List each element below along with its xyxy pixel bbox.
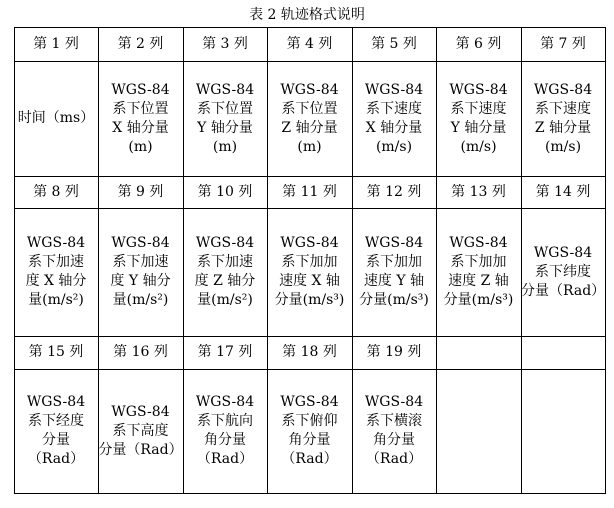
- column-header-cell: 第 3 列: [202, 35, 248, 52]
- description-text: [18, 109, 94, 128]
- description-line: (m): [212, 138, 238, 155]
- description-text: [26, 234, 87, 310]
- column-header-cell: 第 17 列: [197, 344, 253, 360]
- column-description-cell: [521, 369, 605, 493]
- column-header-cell: 第 10 列: [197, 183, 253, 200]
- description-line: 系下加速: [28, 254, 84, 270]
- column-header-cell: [436, 336, 521, 369]
- description-line: 量(m/s²): [28, 292, 84, 308]
- description-text: [196, 81, 254, 157]
- column-header-cell: 第 1 列: [33, 35, 79, 52]
- description-line: 度 Y 轴分: [110, 273, 171, 289]
- description-line: 分量(m/s³): [359, 292, 429, 308]
- description-text: [110, 234, 170, 310]
- column-header-cell: 第 7 列: [540, 35, 586, 52]
- description-line: (m/s): [544, 138, 582, 155]
- description-text: [280, 393, 338, 469]
- column-description-cell: [352, 61, 436, 176]
- column-description-cell: [521, 208, 605, 336]
- column-description-cell: [183, 208, 267, 336]
- description-line: 系下加加: [450, 254, 507, 270]
- description-line: 分量（Rad）: [98, 441, 183, 458]
- description-line: （Rad）: [281, 451, 338, 467]
- description-line: 系下横滚: [365, 413, 422, 429]
- description-line: WGS-84: [111, 403, 170, 420]
- description-line: WGS-84: [449, 235, 508, 251]
- description-line: (m/s): [460, 138, 497, 155]
- description-line: 系下加加: [366, 254, 422, 270]
- description-line: WGS-84: [26, 235, 86, 251]
- description-line: 量(m/s²): [197, 292, 253, 308]
- description-line: 系下航向: [196, 413, 253, 429]
- description-text: [365, 393, 423, 469]
- column-description-cell: [14, 369, 98, 493]
- description-line: 角分量: [203, 432, 246, 448]
- description-line: WGS-84: [280, 394, 339, 410]
- column-header-cell: 第 12 列: [366, 183, 422, 200]
- column-description-cell: [183, 369, 267, 493]
- description-line: WGS-84: [364, 394, 424, 410]
- description-text: [280, 81, 338, 157]
- column-description-cell: [436, 369, 521, 493]
- column-description-cell: [521, 61, 605, 176]
- column-description-cell: [267, 61, 352, 176]
- description-line: (m): [128, 138, 153, 155]
- column-header-cell: [521, 336, 605, 369]
- description-text: [521, 244, 605, 301]
- column-description-cell: [267, 208, 352, 336]
- description-text: [196, 393, 254, 469]
- column-description-cell: [267, 369, 352, 493]
- description-line: 分量(m/s³): [274, 292, 345, 308]
- description-line: WGS-84: [26, 394, 86, 410]
- column-description-cell: [98, 61, 183, 176]
- description-line: 系下速度: [450, 100, 507, 117]
- description-text: [534, 81, 592, 157]
- description-line: WGS-84: [533, 81, 593, 98]
- table-caption: 表 2 轨迹格式说明: [249, 7, 365, 23]
- description-line: 系下加速: [112, 254, 169, 270]
- description-line: 量(m/s²): [112, 292, 169, 308]
- description-line: 系下经度: [27, 413, 84, 429]
- description-line: Z 轴分量: [534, 119, 592, 136]
- description-line: 度 Z 轴分: [194, 273, 256, 289]
- description-text: [444, 234, 514, 310]
- description-line: （Rad）: [365, 451, 423, 467]
- description-line: 系下位置: [281, 100, 338, 117]
- description-line: 分量(m/s³): [443, 292, 514, 308]
- description-line: WGS-84: [111, 235, 170, 251]
- description-text: [195, 234, 256, 310]
- description-line: 系下高度: [112, 422, 169, 439]
- column-description-cell: [183, 61, 267, 176]
- description-line: X 轴分量: [112, 119, 169, 136]
- description-line: 系下速度: [365, 100, 422, 117]
- description-line: 系下纬度: [535, 263, 591, 280]
- column-header-cell: 第 9 列: [117, 183, 164, 200]
- description-line: 分量: [41, 432, 70, 448]
- description-line: WGS-84: [195, 81, 255, 98]
- description-line: WGS-84: [364, 81, 424, 98]
- column-header-cell: 第 15 列: [28, 344, 84, 360]
- column-description-cell: [352, 369, 436, 493]
- description-text: [275, 234, 345, 310]
- column-description-cell: [14, 208, 98, 336]
- column-header-cell: 第 6 列: [455, 35, 502, 52]
- description-text: [111, 81, 169, 157]
- description-line: WGS-84: [280, 81, 339, 98]
- description-line: (m): [297, 138, 322, 155]
- column-header-cell: 第 13 列: [451, 183, 506, 200]
- description-line: 度 X 轴分: [25, 273, 87, 289]
- column-header-cell: 第 4 列: [286, 35, 333, 52]
- description-line: （Rad）: [27, 451, 85, 467]
- description-line: 速度 X 轴: [279, 273, 340, 289]
- description-line: WGS-84: [280, 235, 339, 251]
- description-line: WGS-84: [533, 244, 593, 261]
- description-line: WGS-84: [195, 235, 255, 251]
- table-vertical-rule: [605, 27, 606, 494]
- column-description-cell: [98, 369, 183, 493]
- table-horizontal-rule: [14, 493, 606, 494]
- description-line: Z 轴分量: [281, 119, 338, 136]
- description-text: [27, 393, 85, 469]
- description-line: 速度 Y 轴: [363, 273, 425, 289]
- description-line: 系下加速: [196, 254, 253, 270]
- column-header-cell: 第 18 列: [282, 344, 337, 360]
- column-description-cell: [98, 208, 183, 336]
- trajectory-format-table: [14, 27, 606, 494]
- column-description-cell: [14, 61, 98, 176]
- column-header-cell: 第 16 列: [113, 344, 168, 360]
- column-header-cell: 第 14 列: [535, 183, 591, 200]
- column-description-cell: [436, 61, 521, 176]
- description-text: [449, 81, 507, 157]
- description-line: WGS-84: [449, 81, 508, 98]
- description-line: 角分量: [288, 432, 331, 448]
- column-header-cell: 第 2 列: [117, 35, 164, 52]
- description-line: （Rad）: [196, 451, 254, 467]
- column-description-cell: [436, 208, 521, 336]
- description-line: 系下俯仰: [281, 413, 338, 429]
- column-header-cell: 第 19 列: [366, 344, 422, 360]
- description-line: WGS-84: [111, 81, 170, 98]
- description-line: 系下位置: [112, 100, 169, 117]
- description-line: 系下位置: [196, 100, 253, 117]
- description-line: 系下速度: [534, 100, 591, 117]
- description-line: WGS-84: [364, 235, 424, 251]
- description-text: [359, 234, 429, 310]
- column-header-cell: 第 11 列: [282, 183, 337, 200]
- description-line: X 轴分量: [365, 119, 423, 136]
- description-line: 系下加加: [281, 254, 338, 270]
- description-text: [365, 81, 423, 157]
- description-line: WGS-84: [195, 394, 255, 410]
- description-text: [98, 403, 182, 460]
- description-line: (m/s): [375, 138, 413, 155]
- column-header-cell: 第 8 列: [33, 183, 79, 200]
- column-header-cell: 第 5 列: [371, 35, 417, 52]
- description-line: Y 轴分量: [450, 119, 507, 136]
- column-description-cell: [352, 208, 436, 336]
- description-line: 速度 Z 轴: [448, 273, 509, 289]
- description-line: 分量（Rad）: [521, 282, 606, 299]
- description-line: 角分量: [372, 432, 415, 448]
- description-line: 时间（ms）: [17, 110, 95, 126]
- description-line: Y 轴分量: [197, 119, 253, 136]
